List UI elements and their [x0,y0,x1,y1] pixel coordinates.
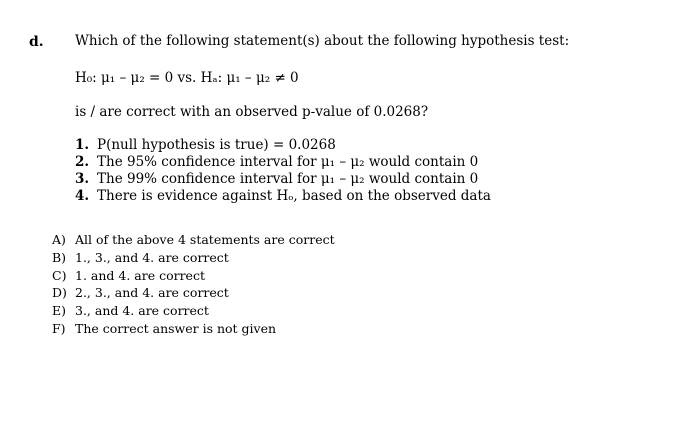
statement-number: 2. [75,154,90,170]
statement-item [75,171,491,188]
answer-choice-a[interactable] [52,231,335,249]
choice-text: 3., and 4. are correct [75,303,209,319]
choice-text: 1. and 4. are correct [75,267,205,283]
choice-letter: C) [52,267,67,283]
choice-letter: F) [52,320,66,336]
answer-choice-b[interactable] [52,249,335,267]
choice-text: 1., 3., and 4. are correct [75,249,229,265]
statement-item [75,137,491,154]
question-prompt: Which of the following statement(s) about the following hypothesis test: [75,33,570,49]
statement-number: 4. [75,188,90,204]
question-condition: is / are correct with an observed p-value of 0.0268? [75,104,429,120]
statement-text: The 95% confidence interval for μ₁ – μ₂ would contain 0 [97,154,479,170]
statement-text: The 99% confidence interval for μ₁ – μ₂ would contain 0 [97,171,479,187]
choice-letter: A) [52,232,66,247]
answer-choice-c[interactable] [52,267,335,285]
statement-text: There is evidence against Hₒ, based on the observed data [97,188,491,204]
statement-number: 3. [75,171,90,187]
statement-list [75,137,491,205]
choice-text: 2., 3., and 4. are correct [75,285,229,301]
answer-choice-f[interactable] [52,320,335,338]
statement-text: P(null hypothesis is true) = 0.0268 [97,137,336,153]
statement-number: 1. [75,137,90,153]
choice-text: All of the above 4 statements are correct [75,232,335,247]
statement-item [75,154,491,171]
answer-choices [52,231,335,338]
question-letter: d. [29,34,44,50]
answer-choice-e[interactable] [52,302,335,320]
choice-letter: D) [52,285,67,301]
hypotheses: H₀: μ₁ – μ₂ = 0 vs. Hₐ: μ₁ – μ₂ ≠ 0 [75,70,299,86]
choice-text: The correct answer is not given [75,320,277,336]
choice-letter: B) [52,249,67,265]
statement-item [75,188,491,205]
answer-choice-d[interactable] [52,284,335,302]
choice-letter: E) [52,303,67,319]
